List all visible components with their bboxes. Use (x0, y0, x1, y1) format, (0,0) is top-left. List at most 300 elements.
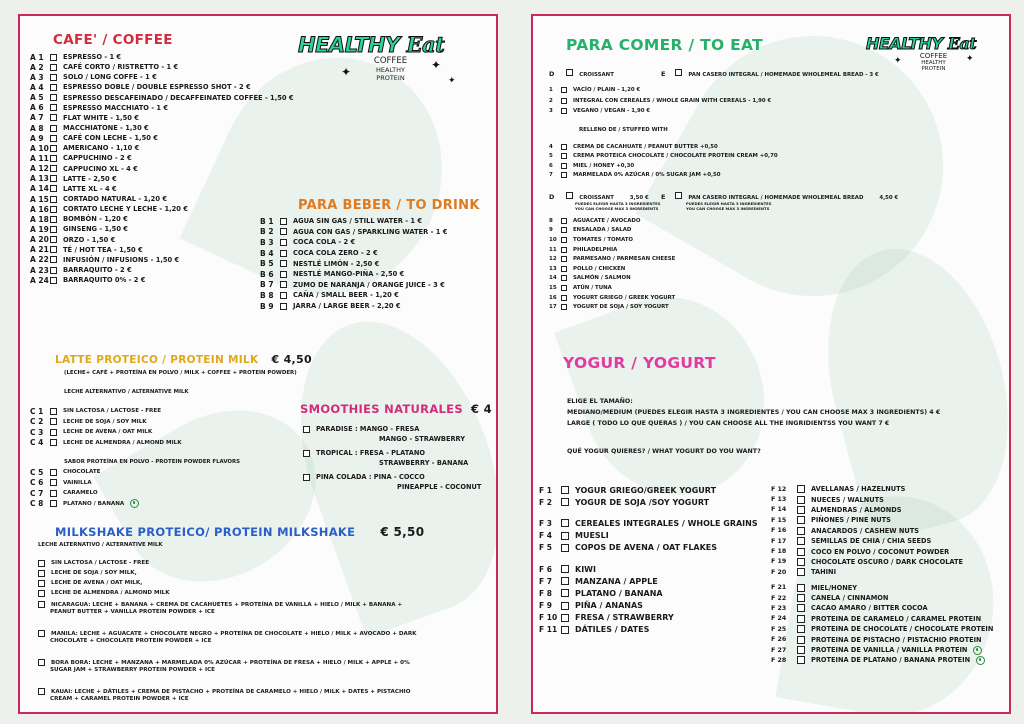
item-label: ESPRESSO - 1 € (63, 53, 122, 62)
checkbox[interactable] (561, 275, 567, 281)
checkbox[interactable] (561, 589, 569, 597)
checkbox[interactable] (50, 439, 57, 446)
item-code: A 20 (30, 235, 49, 245)
checkbox[interactable] (561, 237, 567, 243)
checkbox[interactable] (38, 659, 45, 666)
item-label: FLAT WHITE - 1,50 € (63, 113, 139, 122)
checkbox[interactable] (797, 496, 805, 504)
checkbox[interactable] (50, 145, 57, 152)
checkbox[interactable] (561, 163, 567, 169)
checkbox[interactable] (797, 594, 805, 602)
checkbox[interactable] (50, 500, 57, 507)
item-label: CAPPUCINO XL - 4 € (63, 164, 138, 173)
list-item (549, 216, 675, 226)
recipe-text-cont: CREAM + CARAMEL PROTEIN POWDER + ICE (50, 696, 189, 702)
item-code: B 2 (260, 227, 274, 237)
item-label: COCA COLA - 2 € (293, 238, 356, 247)
item-label: SEMILLAS DE CHIA / CHIA SEEDS (811, 537, 932, 546)
list-item (30, 72, 294, 82)
stuffed-heading: RELLENO DE / STUFFED WITH (579, 127, 668, 133)
list-item (539, 542, 758, 554)
checkbox[interactable] (561, 285, 567, 291)
checkbox[interactable] (50, 418, 57, 425)
checkbox[interactable] (280, 239, 287, 246)
item-code: A 18 (30, 214, 49, 224)
recipe-text-cont: PEANUT BUTTER + VANILLA PROTEIN POWDER + ICE (50, 609, 215, 615)
list-item (539, 484, 758, 496)
coffee-list (30, 52, 294, 285)
sparkle-icon: ✦ (431, 58, 442, 72)
checkbox[interactable] (675, 192, 682, 199)
list-item (30, 62, 294, 72)
checkbox[interactable] (303, 426, 310, 433)
checkbox[interactable] (566, 69, 573, 76)
checkbox[interactable] (797, 604, 805, 612)
checkbox[interactable] (50, 267, 57, 274)
checkbox[interactable] (50, 64, 57, 71)
milkshake-recipe-list (38, 600, 417, 714)
logo-coffee: COFFEE (373, 56, 408, 66)
list-item (549, 85, 771, 96)
list-item (30, 82, 294, 92)
item-label: PROTEINA DE PLATANO / BANANA PROTEIN (811, 656, 971, 665)
checkbox[interactable] (561, 544, 569, 552)
list-item (771, 567, 993, 577)
checkbox[interactable] (561, 498, 569, 506)
list-item (30, 93, 294, 103)
list-item (30, 255, 294, 265)
option2-d-label: CROISSANT (579, 195, 614, 201)
checkbox[interactable] (50, 196, 57, 203)
item-code: F 28 (771, 656, 787, 664)
item-label: LECHE DE AVENA / OAT MILK, (51, 580, 143, 586)
item-code: F 23 (771, 604, 787, 612)
list-item (549, 283, 675, 293)
checkbox[interactable] (561, 519, 569, 527)
checkbox[interactable] (797, 506, 805, 514)
checkbox[interactable] (561, 87, 567, 93)
checkbox[interactable] (280, 281, 287, 288)
list-item (260, 258, 447, 269)
list-item (30, 478, 139, 489)
item-label: SALMÓN / SALMON (573, 275, 631, 282)
sparkle-icon: ✦ (894, 56, 902, 66)
checkbox[interactable] (561, 266, 567, 272)
item-label: PROTEINA DE CHOCOLATE / CHOCOLATE PROTEIN (811, 625, 994, 634)
item-number: 6 (549, 162, 553, 169)
checkbox[interactable] (50, 206, 57, 213)
checkbox[interactable] (50, 185, 57, 192)
item-code: A 10 (30, 143, 49, 153)
checkbox[interactable] (561, 108, 567, 114)
item-label: LECHE DE SOJA / SOY MILK (63, 418, 147, 425)
checkbox[interactable] (561, 172, 567, 178)
checkbox[interactable] (561, 577, 569, 585)
item-code: F 22 (771, 594, 787, 602)
checkbox[interactable] (561, 144, 567, 150)
checkbox[interactable] (38, 590, 45, 597)
item-label: PLATANO / BANANA (575, 588, 663, 598)
checkbox[interactable] (561, 98, 567, 104)
option-e-code: E (661, 193, 666, 201)
checkbox[interactable] (50, 216, 57, 223)
list-item (30, 194, 294, 204)
list-item (30, 153, 294, 163)
item-label: YOGURT DE SOJA / SOY YOGURT (573, 304, 669, 311)
list-item (549, 302, 675, 312)
list-item (771, 494, 993, 504)
recipe-text: MANILA: LECHE + AGUACATE + CHOCOLATE NEGRO + PROTEÍNA DE CHOCOLATE + HIELO / MILK + AVOCADO + DARK (51, 630, 417, 637)
item-code: F 15 (771, 516, 787, 524)
item-code: F 5 (539, 543, 552, 553)
item-number: 16 (549, 294, 557, 301)
item-code: B 1 (260, 216, 274, 226)
eat-title: PARA COMER / TO EAT (566, 36, 764, 54)
item-code: F 25 (771, 625, 787, 633)
list-item (549, 235, 675, 245)
smoothie-item (303, 423, 481, 435)
checkbox[interactable] (797, 656, 805, 664)
list-item (30, 406, 182, 417)
checkbox[interactable] (280, 303, 287, 310)
smoothies-header (300, 398, 492, 417)
item-code: A 21 (30, 245, 49, 255)
item-label: CREMA PROTEICA CHOCOLATE / CHOCOLATE PROTEIN CREAM +0,70 (573, 153, 778, 160)
latte-title: LATTE PROTEICO / PROTEIN MILK (55, 354, 259, 366)
list-item (549, 161, 778, 171)
checkbox[interactable] (50, 125, 57, 132)
item-label: MANZANA / APPLE (575, 576, 658, 586)
item-label: ESPRESSO DESCAFEINADO / DECAFFEINATED COFFEE - 1,50 € (63, 93, 294, 102)
item-label: NUECES / WALNUTS (811, 495, 884, 504)
item-code: A 19 (30, 224, 49, 234)
recipe-text-cont: CHOCOLATE + CHOCOLATE PROTEIN POWDER + ICE (50, 638, 212, 644)
checkbox[interactable] (797, 485, 805, 493)
checkbox[interactable] (797, 615, 805, 623)
checkbox[interactable] (566, 192, 573, 199)
sparkle-icon: ✦ (341, 65, 352, 79)
item-number: 15 (549, 284, 557, 291)
checkbox[interactable] (50, 104, 57, 111)
checkbox[interactable] (797, 625, 805, 633)
checkbox[interactable] (797, 516, 805, 524)
checkbox[interactable] (280, 250, 287, 257)
item-label: PHILADELPHIA (573, 246, 618, 253)
checkbox[interactable] (561, 626, 569, 634)
item-label: TÉ / HOT TEA - 1,50 € (63, 245, 143, 254)
item-code: F 2 (539, 497, 552, 507)
checkbox[interactable] (797, 527, 805, 535)
checkbox[interactable] (50, 490, 57, 497)
checkbox[interactable] (50, 94, 57, 101)
item-label: ZUMO DE NARANJA / ORANGE JUICE - 3 € (293, 280, 445, 289)
smoothie-translation: MANGO - STRAWBERRY (379, 435, 466, 443)
latte-flavor-list (30, 467, 139, 509)
item-code: C 8 (30, 499, 44, 509)
item-code: A 12 (30, 164, 49, 174)
item-code: A 22 (30, 255, 49, 265)
list-item (771, 645, 993, 655)
item-code: F 26 (771, 636, 787, 644)
item-code: F 18 (771, 548, 787, 556)
item-label: BARRAQUITO 0% - 2 € (63, 276, 146, 285)
item-label: CAFÉ CORTO / RISTRETTO - 1 € (63, 63, 179, 72)
item-label: LECHE DE ALMENDRA / ALMOND MILK (51, 590, 170, 596)
checkbox[interactable] (561, 486, 569, 494)
checkbox[interactable] (797, 646, 805, 654)
item-label: GINSENG - 1,50 € (63, 225, 128, 234)
checkbox[interactable] (797, 584, 805, 592)
item-label: AGUACATE / AVOCADO (573, 217, 641, 224)
checkbox[interactable] (38, 688, 45, 695)
checkbox[interactable] (50, 155, 57, 162)
item-label: PIÑONES / PINE NUTS (811, 516, 891, 525)
sparkle-icon: ✦ (448, 76, 456, 86)
list-item (30, 103, 294, 113)
item-number: 3 (549, 108, 553, 115)
item-code: F 8 (539, 588, 552, 598)
milkshake-milk-list (38, 558, 170, 598)
checkbox[interactable] (303, 474, 310, 481)
item-label: CORTADO NATURAL - 1,20 € (63, 195, 167, 204)
item-code: B 4 (260, 248, 274, 258)
checkbox[interactable] (38, 601, 45, 608)
logo-protein: PROTEIN (921, 66, 946, 72)
checkbox[interactable] (50, 277, 57, 284)
item-label: CACAO AMARO / BITTER COCOA (811, 604, 928, 613)
milkshake-recipe (38, 687, 417, 705)
item-code: F 13 (771, 496, 787, 504)
item-code: A 24 (30, 275, 49, 285)
checkbox[interactable] (50, 54, 57, 61)
checkbox[interactable] (561, 256, 567, 262)
smoothie-name: PINA COLADA : PINA - COCCO (316, 473, 425, 481)
list-item (771, 484, 993, 494)
item-label: MIEL / HONEY +0,30 (573, 162, 635, 169)
item-label: VEGANO / VEGAN - 1,90 € (573, 108, 651, 115)
item-label: MARMELADA 0% AZÚCAR / 0% SUGAR JAM +0,50 (573, 172, 721, 179)
checkbox[interactable] (280, 292, 287, 299)
item-label: BOMBÓN - 1,20 € (63, 215, 128, 224)
checkbox[interactable] (561, 614, 569, 622)
list-item (771, 614, 993, 624)
list-item (260, 237, 447, 248)
list-item (549, 171, 778, 181)
checkbox[interactable] (280, 218, 287, 225)
item-label: BARRAQUITO - 2 € (63, 266, 132, 275)
list-item (549, 96, 771, 107)
eat-option2-d (549, 192, 649, 201)
recipe-line (38, 629, 417, 638)
checkbox[interactable] (280, 271, 287, 278)
checkbox[interactable] (50, 135, 57, 142)
item-code: A 9 (30, 133, 44, 143)
milkshake-header (55, 521, 424, 540)
checkbox[interactable] (303, 450, 310, 457)
yogurt-size-medium: MEDIANO/MEDIUM (PUEDES ELEGIR HASTA 3 INGREDIENTES / YOU CAN CHOOSE MAX 3 INGREDIENTS) 4 € (567, 409, 941, 416)
item-label: YOGURT GRIEGO / GREEK YOGURT (573, 294, 676, 301)
list-item (771, 526, 993, 536)
checkbox[interactable] (561, 304, 567, 310)
vegan-leaf-icon (130, 499, 139, 508)
checkbox[interactable] (50, 84, 57, 91)
item-code: B 6 (260, 269, 274, 279)
yogurt-question: QUÉ YOGUR QUIERES? / WHAT YOGURT DO YOU WANT? (567, 448, 761, 455)
checkbox[interactable] (38, 570, 45, 577)
item-label: YOGUR DE SOJA /SOY YOGURT (575, 497, 710, 507)
item-label: VACÍO / PLAIN - 1,20 € (573, 87, 641, 94)
item-label: MUESLI (575, 531, 609, 541)
item-label: ESPRESSO DOBLE / DOUBLE ESPRESSO SHOT - 2 € (63, 83, 251, 92)
item-code: F 7 (539, 576, 552, 586)
item-label: ANACARDOS / CASHEW NUTS (811, 526, 919, 535)
latte-milk-heading: LECHE ALTERNATIVO / ALTERNATIVE MILK (64, 389, 189, 395)
checkbox[interactable] (50, 175, 57, 182)
yogurt-left-list (539, 484, 758, 636)
item-label: PLATANO / BANANA (63, 500, 125, 507)
yogurt-size-large: LARGE ( TODO LO QUE QUERAS ) / YOU CAN CHOOSE ALL THE INGRIDIENTSS YOU WANT 7 € (567, 420, 890, 427)
checkbox[interactable] (50, 114, 57, 121)
recipe-text: BORA BORA: LECHE + MANZANA + MARMELADA 0% AZÚCAR + PROTEÍNA DE FRESA + HIELO / MILK + APPLE + 0% (51, 659, 410, 666)
list-item (549, 254, 675, 264)
recipe-text: KAUAI: LECHE + DÁTILES + CREMA DE PISTACHO + PROTEÍNA DE CARAMELO + HIELO / MILK + DATES + PISTACHIO (51, 688, 411, 695)
list-item (30, 245, 294, 255)
item-code: C 5 (30, 467, 44, 477)
checkbox[interactable] (38, 580, 45, 587)
list-item (549, 142, 778, 152)
item-label: CHOCOLATE OSCURO / DARK CHOCOLATE (811, 557, 963, 566)
item-label: TAHINI (811, 568, 837, 577)
item-number: 17 (549, 304, 557, 311)
checkbox[interactable] (561, 227, 567, 233)
item-label: COCO EN POLVO / COCONUT POWDER (811, 547, 950, 556)
checkbox[interactable] (50, 479, 57, 486)
list-item (771, 593, 993, 603)
checkbox[interactable] (50, 256, 57, 263)
checkbox[interactable] (50, 408, 57, 415)
checkbox[interactable] (38, 630, 45, 637)
checkbox[interactable] (561, 532, 569, 540)
list-item (30, 214, 294, 224)
vegan-leaf-icon (973, 646, 982, 655)
item-number: 12 (549, 256, 557, 263)
option-d-code: D (549, 70, 555, 78)
list-item (30, 275, 294, 285)
checkbox[interactable] (38, 560, 45, 567)
checkbox[interactable] (561, 295, 567, 301)
item-label: PROTEINA DE VANILLA / VANILLA PROTEIN (811, 646, 968, 655)
item-number: 1 (549, 87, 553, 94)
item-label: KIWI (575, 564, 596, 574)
item-code: A 15 (30, 194, 49, 204)
checkbox[interactable] (50, 469, 57, 476)
milkshake-recipe (38, 658, 417, 676)
item-label: AGUA CON GAS / SPARKLING WATER - 1 € (293, 227, 448, 236)
checkbox[interactable] (561, 247, 567, 253)
coffee-title: CAFE' / COFFEE (53, 32, 173, 48)
list-item (30, 204, 294, 214)
list-item (38, 568, 170, 578)
smoothies-title: SMOOTHIES NATURALES (300, 402, 463, 416)
item-code: F 12 (771, 485, 787, 493)
logo-brand: HEALTHY (298, 33, 400, 57)
item-number: 5 (549, 153, 553, 160)
list-item (260, 290, 447, 301)
item-code: F 19 (771, 558, 787, 566)
item-label: AGUA SIN GAS / STILL WATER - 1 € (293, 217, 422, 226)
item-label: INTEGRAL CON CEREALES / WHOLE GRAIN WITH CEREALS - 1,90 € (573, 97, 772, 104)
smoothie-name: TROPICAL : FRESA - PLATANO (316, 449, 425, 457)
option-d-code: D (549, 193, 555, 201)
item-code: F 14 (771, 506, 787, 514)
item-label: ESPRESSO MACCHIATO - 1 € (63, 103, 169, 112)
item-code: A 13 (30, 174, 49, 184)
list-item (30, 499, 139, 510)
list-item (30, 235, 294, 245)
item-label: CANELA / CINNAMON (811, 594, 889, 603)
item-code: F 16 (771, 527, 787, 535)
checkbox[interactable] (797, 558, 805, 566)
recipe-text-cont: SUGAR JAM + STRAWBERRY PROTEIN POWDER + ICE (50, 667, 215, 673)
list-item (771, 536, 993, 546)
list-item (30, 143, 294, 153)
eat-option-e (661, 69, 879, 78)
item-label: ATÚN / TUNA (573, 284, 612, 291)
item-number: 7 (549, 172, 553, 179)
item-number: 11 (549, 246, 557, 253)
checkbox[interactable] (50, 74, 57, 81)
checkbox[interactable] (561, 565, 569, 573)
checkbox[interactable] (561, 153, 567, 159)
item-label: CORTATO LECHE Y LECHE - 1,20 € (63, 205, 188, 214)
item-code: A 16 (30, 204, 49, 214)
item-code: F 10 (539, 613, 558, 623)
item-label: MACCHIATONE - 1,30 € (63, 124, 149, 133)
checkbox[interactable] (561, 218, 567, 224)
checkbox[interactable] (797, 568, 805, 576)
checkbox[interactable] (280, 260, 287, 267)
menu-page-right (531, 14, 1011, 714)
item-code: F 9 (539, 601, 552, 611)
spacer (539, 508, 758, 517)
checkbox[interactable] (280, 228, 287, 235)
item-code: A 3 (30, 72, 44, 82)
list-item (30, 113, 294, 123)
checkbox[interactable] (50, 236, 57, 243)
checkbox[interactable] (675, 69, 682, 76)
item-code: B 3 (260, 237, 274, 247)
checkbox[interactable] (797, 537, 805, 545)
checkbox[interactable] (50, 429, 57, 436)
checkbox[interactable] (50, 165, 57, 172)
item-code: A 1 (30, 52, 44, 62)
list-item (38, 558, 170, 568)
item-label: CARAMELO (63, 490, 98, 497)
checkbox[interactable] (797, 548, 805, 556)
list-item (30, 488, 139, 499)
checkbox[interactable] (50, 246, 57, 253)
list-item (549, 106, 771, 117)
option-d-label: CROISSANT (579, 72, 614, 78)
item-code: C 2 (30, 417, 44, 427)
checkbox[interactable] (797, 636, 805, 644)
list-item (30, 184, 294, 194)
list-item (539, 600, 758, 612)
milkshake-recipe (38, 600, 417, 618)
item-label: COPOS DE AVENA / OAT FLAKES (575, 543, 718, 553)
checkbox[interactable] (50, 226, 57, 233)
checkbox[interactable] (561, 602, 569, 610)
